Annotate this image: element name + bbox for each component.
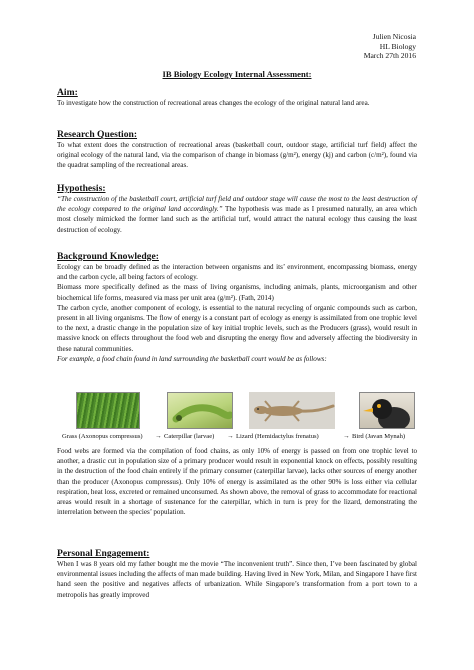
background-paragraph-carbon: The carbon cycle, another component of ecology, is essential to the natural recycling of organic compounds such as carbon, present in all living organisms. The flow of energy is a constant part of ecology as energy is assimilated from one trophic level to the next, a drastic change in the population size of key initial trophic levels, such as the Producers (grass), would result in massive knock on effects throughout the food web and disrupting the energy flow and adversely affecting the biodiversity in these natural communities.: [57, 303, 417, 353]
food-chain-label-lizard: Lizard (Hemidactylus frenatus): [236, 433, 319, 440]
food-chain-label-grass: Grass (Axonopus compressus): [62, 433, 143, 440]
food-chain-arrow: →: [155, 433, 162, 440]
hypothesis-section: [57, 183, 417, 235]
background-example: For example, a food chain found in land surrounding the basketball court would be as follows:: [57, 354, 327, 363]
research-question-heading: Research Question:: [57, 129, 138, 140]
food-chain-label-caterpillar: Caterpillar (larvae): [164, 433, 215, 440]
food-web-paragraph: Food webs are formed via the compilation of food chains, as only 10% of energy is passed on from one trophic level to another, a drastic cut in population size of a primary producer would result in exponential knock on effects, possibly resulting in the destruction of the food chain entirely if the primary consumer (caterpillar larvae), lacks other sources of energy another than the producer (Axonopus compressus). Only 10% of energy is assimilated as the other 90% is loss either via cellular respiration, heat loss, excreted or remained unconsumed. As shown above, the removal of grass to accommodate for reactional areas would result in a shortage of sustenance for the caterpillar, which in turn is prey for the lizard, demonstrating the interrelation between the species’ population.: [57, 447, 417, 517]
author-date: March 27th 2016: [363, 51, 416, 61]
document-title: IB Biology Ecology Internal Assessment:: [162, 69, 312, 79]
background-paragraph-biomass: Biomass more specifically defined as the mass of living organisms, including animals, plants, microorganism and other biochemical life forms, measured via mass per unit area (g/m²). (Fath, 2014): [57, 283, 417, 302]
personal-engagement-section: [57, 548, 417, 600]
lizard-photo: [249, 392, 335, 429]
grass-photo: [76, 392, 140, 429]
background-section: [57, 251, 417, 364]
hypothesis-paragraph: [57, 194, 417, 235]
hypothesis-statement: “The construction of the basketball court, artificial turf field and outdoor stage will cause the most to the least destruction of the ecology compared to the original land accordingly.”: [57, 195, 417, 214]
food-web-section: [57, 446, 417, 517]
background-paragraph-ecology: Ecology can be broadly defined as the interaction between organisms and its’ environment, encompassing biomass, energy and the carbon cycle, all being factors of ecology.: [57, 263, 417, 282]
author-block: [364, 32, 416, 61]
hypothesis-heading: Hypothesis:: [57, 183, 106, 194]
aim-text: To investigate how the construction of recreational areas changes the ecology of the original natural land area.: [57, 99, 370, 107]
author-name: Julien Nicosia: [372, 32, 416, 41]
hypothesis-explanation: The hypothesis was made as I presumed naturally, an area which most closely mimicked the former land such as the artificial turf, would attract the natural ecology thus causing the least destruction of ecology.: [57, 205, 417, 234]
research-question-text: To what extent does the construction of recreational areas (basketball court, outdoor stage, artificial turf field) affect the original ecology of the natural land, via the comparison of change in biomass (g/m²), energy (kj) and carbon (c/m²), found via the quadrat sampling of the recreational areas.: [57, 141, 417, 170]
caterpillar-photo: [167, 392, 233, 429]
research-question-section: [57, 129, 417, 171]
food-chain-label-bird: Bird (Javan Mynah): [352, 433, 406, 440]
food-chain-arrow: →: [227, 433, 234, 440]
background-heading: Background Knowledge:: [57, 251, 159, 262]
aim-section: [57, 87, 417, 108]
food-chain-arrow: →: [343, 433, 350, 440]
aim-heading: Aim:: [57, 87, 78, 98]
food-chain-images: [57, 392, 417, 430]
personal-engagement-text: When I was 8 years old my father bought me the movie “The inconvenient truth”. Since then, I’ve been fascinated by global environmental issues including the affects of man made building. Having lived in New York, Milan, and Singapore I have first hand seen the positive and negatives affects of urbanization. While Singapore’s transformation from a port town to a metropolis has greatly improved: [57, 560, 417, 599]
author-course: HL Biology: [379, 41, 416, 51]
personal-engagement-heading: Personal Engagement:: [57, 548, 150, 559]
bird-photo: [359, 392, 415, 429]
